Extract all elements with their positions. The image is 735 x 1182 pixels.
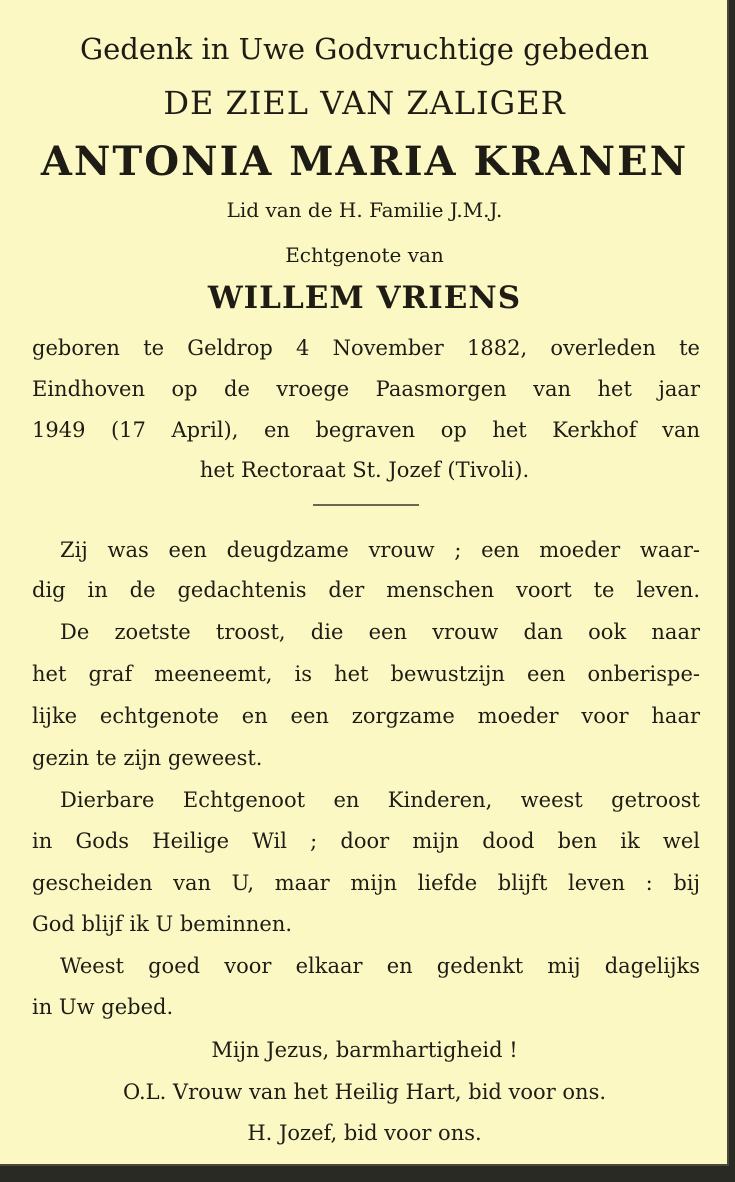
- body-line: het graf meeneemt, is het bewustzijn een onberispe-: [32, 662, 700, 686]
- bio-line: 1949 (17 April), en begraven op het Kerkhof van: [32, 418, 700, 442]
- bio-line: het Rectoraat St. Jozef (Tivoli).: [199, 458, 530, 482]
- body-line: gescheiden van U, maar mijn liefde blijft leven : bij: [32, 871, 700, 895]
- bio-line: Eindhoven op de vroege Paasmorgen van het jaar: [32, 377, 700, 401]
- body-line: De zoetste troost, die een vrouw dan ook naar: [60, 620, 700, 644]
- intro-line: Gedenk in Uwe Godvruchtige gebeden: [79, 32, 650, 66]
- body-line: dig in de gedachtenis der menschen voort te leven.: [32, 578, 700, 602]
- prayer-line: O.L. Vrouw van het Heilig Hart, bid voor ons.: [122, 1080, 607, 1104]
- body-line: gezin te zijn geweest.: [32, 746, 263, 770]
- deceased-name: ANTONIA MARIA KRANEN: [40, 138, 689, 185]
- body-line: God blijf ik U beminnen.: [32, 912, 293, 936]
- soul-of-heading: DE ZIEL VAN ZALIGER: [163, 84, 566, 122]
- body-line: Dierbare Echtgenoot en Kinderen, weest getroost: [60, 788, 700, 812]
- body-line: Weest goed voor elkaar en gedenkt mij dagelijks: [60, 954, 700, 978]
- body-line: in Gods Heilige Wil ; door mijn dood ben ik wel: [32, 829, 700, 853]
- body-line: Zij was een deugdzame vrouw ; een moeder waar-: [60, 538, 700, 562]
- membership-line: Lid van de H. Familie J.M.J.: [226, 198, 503, 222]
- body-line: lijke echtgenote en een zorgzame moeder voor haar: [32, 704, 700, 728]
- body-line: in Uw gebed.: [32, 995, 174, 1019]
- spouse-label: Echtgenote van: [285, 243, 444, 267]
- spouse-name: WILLEM VRIENS: [207, 280, 522, 316]
- divider: [313, 504, 419, 506]
- prayer-line: Mijn Jezus, barmhartigheid !: [211, 1038, 518, 1062]
- prayer-line: H. Jozef, bid voor ons.: [247, 1121, 482, 1145]
- bio-line: geboren te Geldrop 4 November 1882, overleden te: [32, 336, 700, 360]
